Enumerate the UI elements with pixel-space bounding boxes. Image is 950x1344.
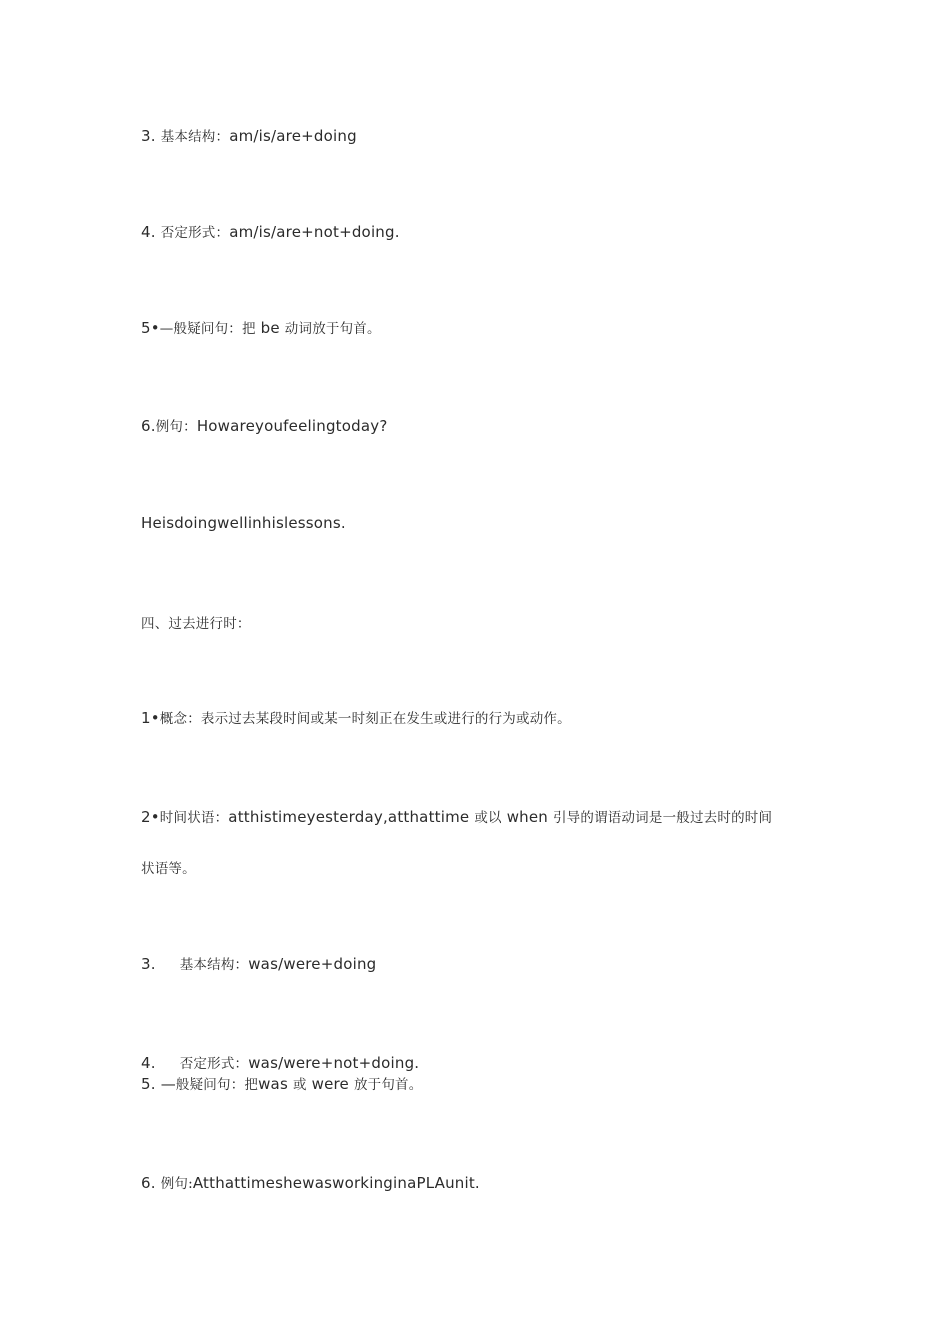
item-chinese: 或以	[474, 810, 502, 826]
item-formula: was/were+doing	[248, 955, 377, 973]
item-label: 例句:	[160, 1176, 193, 1192]
present-progressive-negative-line	[141, 222, 400, 243]
example-sentence: Heisdoingwellinhislessons.	[141, 514, 346, 532]
time-adverbial-continuation-line	[141, 858, 196, 879]
item-label: 否定形式：	[160, 225, 230, 241]
section-heading-text: 四、过去进行时：	[141, 616, 251, 632]
item-chinese-tail: 引导的谓语动词是一般过去时的时间	[552, 810, 773, 826]
item-number: 4.	[141, 223, 156, 241]
item-label: 否定形式：	[179, 1056, 249, 1072]
item-number: 4.	[141, 1054, 156, 1072]
past-progressive-concept-line	[141, 708, 571, 729]
item-keyword: be	[260, 319, 280, 337]
item-number: 6.	[141, 1174, 156, 1192]
past-progressive-negative-line	[141, 1053, 419, 1074]
continuation-text: 状语等。	[141, 861, 196, 877]
item-number: 2•	[141, 808, 160, 826]
past-progressive-time-adverbial-line	[141, 807, 772, 828]
item-number: 6.	[141, 417, 156, 435]
item-label: 基本结构：	[160, 129, 230, 145]
past-progressive-example-line	[141, 1173, 480, 1194]
item-keyword: was	[258, 1075, 288, 1093]
past-progressive-structure-line	[141, 954, 376, 975]
item-formula: am/is/are+not+doing.	[229, 223, 400, 241]
item-label: —般疑问句：把	[159, 321, 256, 337]
item-chinese-tail: 放于句首。	[353, 1077, 423, 1093]
example-sentence-line	[141, 513, 346, 533]
item-chinese: 或	[292, 1077, 307, 1093]
item-keyword: when	[506, 808, 549, 826]
item-number: 1•	[141, 709, 160, 727]
section-heading	[141, 613, 251, 634]
item-number: 5.	[141, 1075, 156, 1093]
item-formula: was/were+not+doing.	[248, 1054, 420, 1072]
item-number: 3.	[141, 955, 156, 973]
item-formula: am/is/are+doing	[229, 127, 357, 145]
present-progressive-structure-line	[141, 126, 357, 147]
item-label: 例句：	[155, 419, 197, 435]
item-label-tail: 动词放于句首。	[284, 321, 381, 337]
item-number: 3.	[141, 127, 156, 145]
present-progressive-question-line	[141, 318, 381, 339]
example-sentence: Howareyoufeelingtoday?	[196, 417, 388, 435]
item-english: atthistimeyesterday,atthattime	[228, 808, 470, 826]
item-label: 般疑问句：把	[175, 1077, 259, 1093]
item-text: 概念：表示过去某段时间或某一时刻正在发生或进行的行为或动作。	[159, 711, 571, 727]
item-number: 5•	[141, 319, 160, 337]
item-keyword-2: were	[311, 1075, 349, 1093]
item-label: 时间状语：	[159, 810, 229, 826]
past-progressive-question-line	[141, 1074, 422, 1095]
item-dash: —	[160, 1075, 176, 1093]
item-label: 基本结构：	[179, 957, 249, 973]
example-sentence: AtthattimeshewasworkinginaPLAunit.	[192, 1174, 480, 1192]
present-progressive-example-line	[141, 416, 387, 437]
